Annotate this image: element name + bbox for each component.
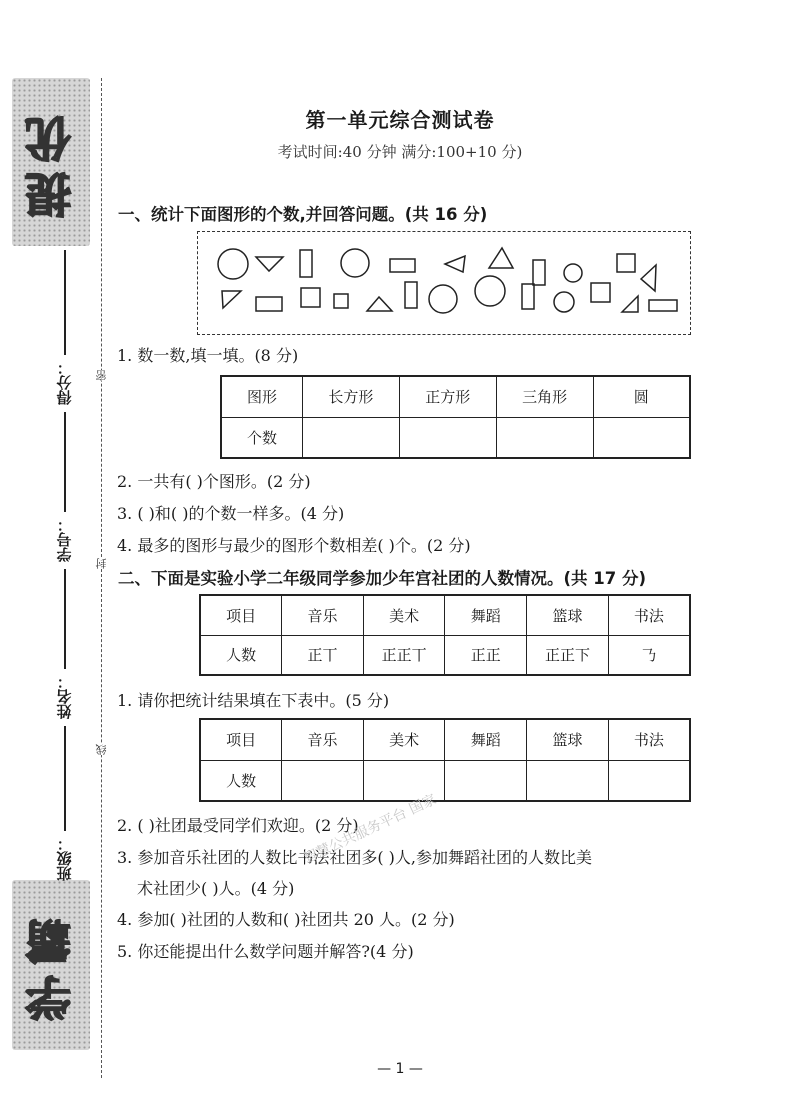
seal-char-feng: 封	[95, 558, 108, 569]
triangle-shape	[641, 265, 656, 291]
s2-q3-line1: 3. 参加音乐社团的人数比书法社团多( )人,参加舞蹈社团的人数比美	[117, 848, 593, 867]
answer-cell[interactable]	[608, 760, 690, 801]
shapes-box	[197, 231, 691, 335]
s1-q1: 1. 数一数,填一填。(8 分)	[117, 346, 299, 365]
triangle-shape	[489, 248, 513, 268]
square-shape	[591, 283, 610, 302]
watermark: 智慧公共服务平台 国家	[301, 791, 439, 868]
rectangle-shape	[405, 282, 417, 308]
table-row-label: 个数	[221, 417, 303, 458]
section2-heading: 二、下面是实验小学二年级同学参加少年宫社团的人数情况。(共 17 分)	[118, 569, 647, 588]
answer-cell[interactable]	[496, 417, 593, 458]
rectangle-shape	[300, 250, 312, 277]
seal-dashed-line	[101, 78, 102, 1078]
table-header-cell: 书法	[608, 595, 690, 635]
s2-q2: 2. ( )社团最受同学们欢迎。(2 分)	[117, 816, 359, 835]
tally-cell: 正丅	[282, 635, 364, 675]
page-subtitle: 考试时间:40 分钟 满分:100+10 分)	[277, 143, 523, 161]
tally-table	[199, 594, 691, 676]
tally-cell: 正正	[445, 635, 527, 675]
table-row-label: 人数	[200, 635, 282, 675]
table-header-cell: 正方形	[399, 376, 496, 417]
shape-count-table	[220, 375, 691, 459]
rectangle-shape	[390, 259, 415, 272]
table-header-cell: 长方形	[303, 376, 400, 417]
triangle-shape	[445, 256, 465, 272]
margin-line-4	[64, 726, 66, 831]
s2-q5: 5. 你还能提出什么数学问题并解答?(4 分)	[117, 942, 414, 961]
table-header-cell: 音乐	[282, 595, 364, 635]
circle-shape	[429, 285, 457, 313]
circle-shape	[554, 292, 574, 312]
s2-q4: 4. 参加( )社团的人数和( )社团共 20 人。(2 分)	[117, 910, 455, 929]
square-shape	[334, 294, 348, 308]
rectangle-shape	[533, 260, 545, 285]
circle-shape	[475, 276, 505, 306]
rectangle-shape	[522, 284, 534, 309]
tally-cell: 正正下	[527, 635, 609, 675]
top-badge-text: 提优	[24, 106, 78, 218]
margin-line-2	[64, 412, 66, 512]
triangle-shape	[367, 297, 392, 311]
score-label: 得分：	[55, 360, 74, 405]
s2-q3-line2: 术社团少( )人。(4 分)	[137, 879, 295, 898]
table-header-cell: 篮球	[527, 595, 609, 635]
s1-q2: 2. 一共有( )个图形。(2 分)	[117, 472, 311, 491]
table-header-cell: 音乐	[282, 719, 364, 760]
triangle-shape	[622, 296, 638, 312]
table-header-cell: 美术	[363, 719, 445, 760]
bottom-badge	[12, 880, 90, 1050]
triangle-shape	[222, 291, 241, 308]
answer-cell[interactable]	[527, 760, 609, 801]
seal-char-mi: 密	[95, 370, 108, 381]
rectangle-shape	[649, 300, 677, 311]
rectangle-shape	[256, 297, 282, 311]
table-header-cell: 舞蹈	[445, 595, 527, 635]
s1-q4: 4. 最多的图形与最少的图形个数相差( )个。(2 分)	[117, 536, 471, 555]
section1-heading: 一、统计下面图形的个数,并回答问题。(共 16 分)	[118, 205, 488, 224]
table-header-cell: 书法	[608, 719, 690, 760]
tally-cell: 正正丅	[363, 635, 445, 675]
square-shape	[617, 254, 635, 272]
s2-q1: 1. 请你把统计结果填在下表中。(5 分)	[117, 691, 390, 710]
table-header-cell: 图形	[221, 376, 303, 417]
square-shape	[301, 288, 320, 307]
table-header-cell: 圆	[593, 376, 690, 417]
table-header-cell: 舞蹈	[445, 719, 527, 760]
answer-cell[interactable]	[282, 760, 364, 801]
margin-line-1	[64, 250, 66, 355]
shapes-figure	[197, 231, 691, 335]
student-id-label: 学号：	[55, 517, 74, 562]
table-header-cell: 三角形	[496, 376, 593, 417]
table-header-cell: 篮球	[527, 719, 609, 760]
margin-line-3	[64, 569, 66, 669]
page-title: 第一单元综合测试卷	[305, 108, 495, 132]
name-label: 姓名：	[55, 674, 74, 719]
class-label: 班级：	[55, 836, 74, 881]
tally-cell: 𠄎	[608, 635, 690, 675]
table-row-label: 人数	[200, 760, 282, 801]
s1-q3: 3. ( )和( )的个数一样多。(4 分)	[117, 504, 345, 523]
table-header-cell: 项目	[200, 719, 282, 760]
answer-cell[interactable]	[593, 417, 690, 458]
circle-shape	[218, 249, 248, 279]
triangle-shape	[256, 257, 283, 271]
table-header-cell: 项目	[200, 595, 282, 635]
table-header-cell: 美术	[363, 595, 445, 635]
answer-cell[interactable]	[445, 760, 527, 801]
bottom-badge-text: 学霸	[24, 909, 78, 1021]
answer-cell[interactable]	[303, 417, 400, 458]
seal-char-xian: 线	[95, 744, 108, 755]
answer-cell[interactable]	[399, 417, 496, 458]
circle-shape	[564, 264, 582, 282]
circle-shape	[341, 249, 369, 277]
page-number: — 1 —	[377, 1061, 423, 1077]
